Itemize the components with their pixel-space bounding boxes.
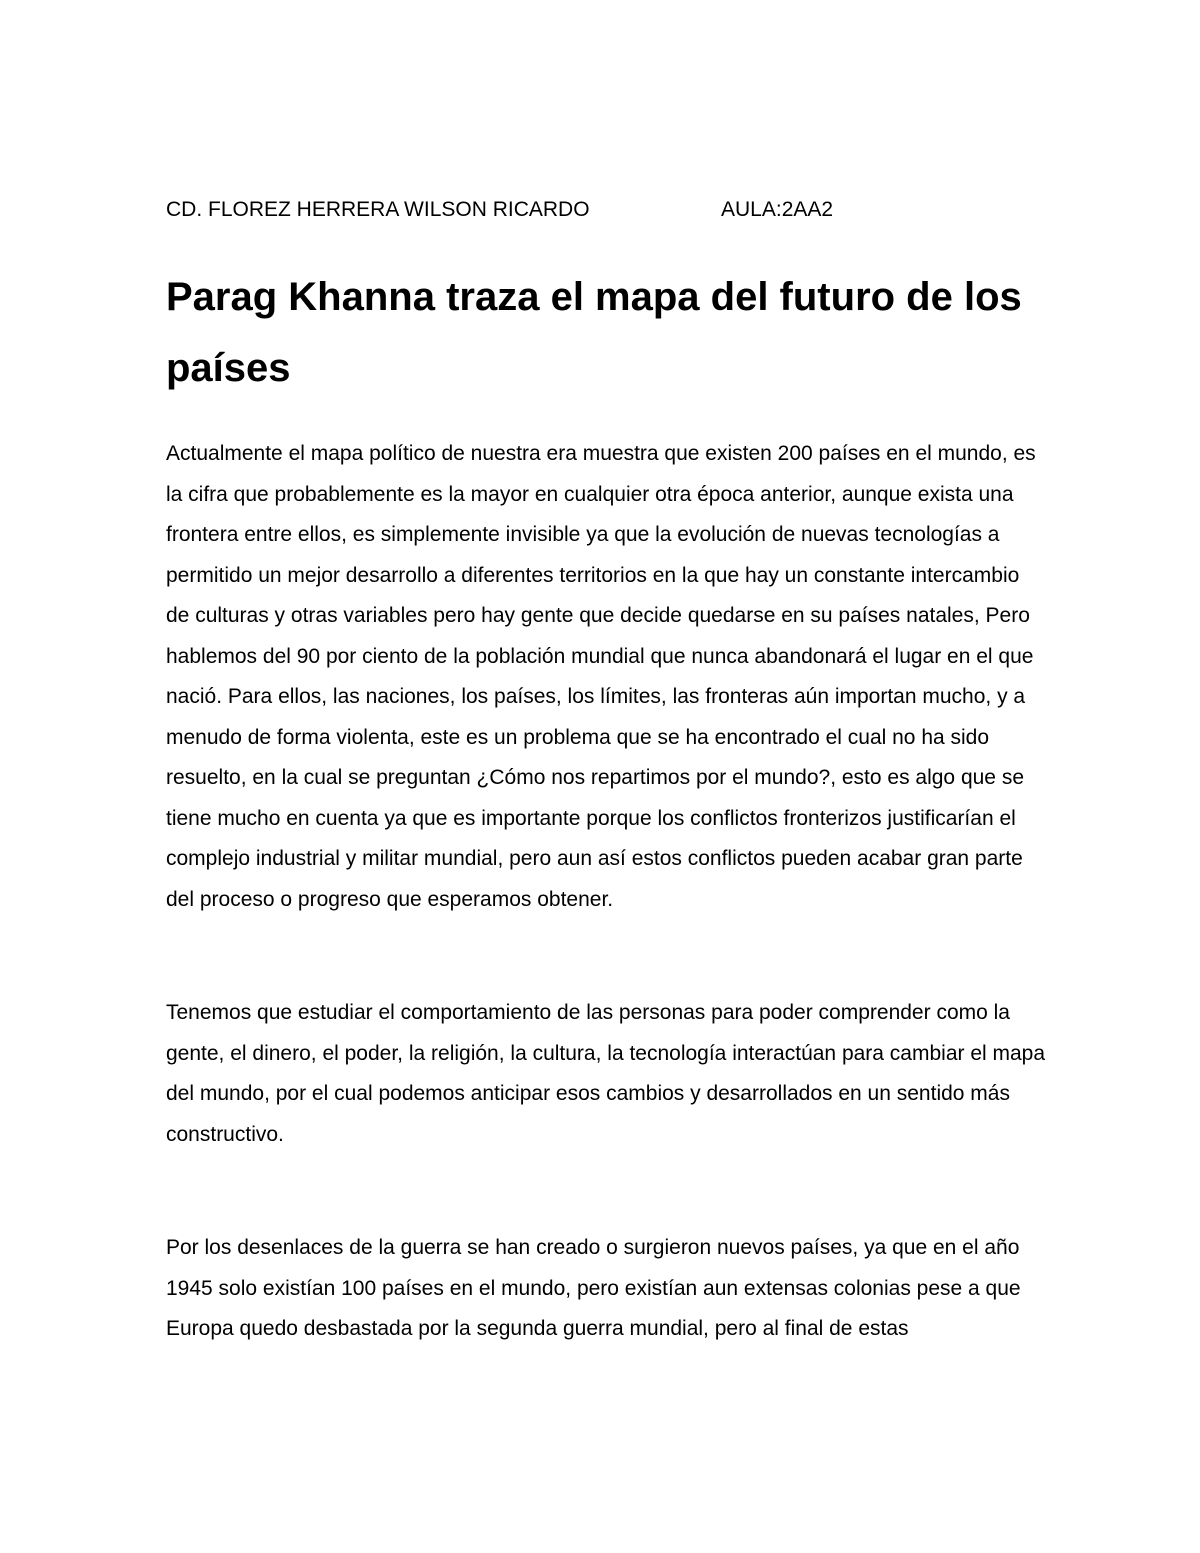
paragraph-1: Actualmente el mapa político de nuestra era muestra que existen 200 países en el mundo, es la cifra que probablemente es la mayor en cualquier otra época anterior, aunque exista una frontera entre ellos, es simplemente invisible ya que la evolución de nuevas tecnologías a permitido un mejor desarrollo a diferentes territorios en la que hay un constante intercambio de culturas y otras variables pero hay gente que decide quedarse en su países natales, Pero hablemos del 90 por ciento de la población mundial que nunca abandonará el lugar en el que nació. Para ellos, las naciones, los países, los límites, las fronteras aún importan mucho, y a menudo de forma violenta, este es un problema que se ha encontrado el cual no ha sido resuelto, en la cual se preguntan ¿Cómo nos repartimos por el mundo?, esto es algo que se tiene mucho en cuenta ya que es importante porque los conflictos fronterizos justificarían el complejo industrial y militar mundial, pero aun así estos conflictos pueden acabar gran parte del proceso o progreso que esperamos obtener. xyxy=(166,442,1036,911)
document-header xyxy=(166,195,1066,225)
paragraph-3: Por los desenlaces de la guerra se han creado o surgieron nuevos países, ya que en el año 1945 solo existían 100 países en el mundo, pero existían aun extensas colonias pese a que Europa quedo desbastada por la segunda guerra mundial, pero al final de estas xyxy=(166,1236,1021,1340)
document-title: Parag Khanna traza el mapa del futuro de los países xyxy=(166,275,1022,390)
document-body xyxy=(166,195,1066,1350)
paragraph-2: Tenemos que estudiar el comportamiento de las personas para poder comprender como la gente, el dinero, el poder, la religión, la cultura, la tecnología interactúan para cambiar el mapa del mundo, por el cual podemos anticipar esos cambios y desarrollados en un sentido más constructivo. xyxy=(166,1001,1046,1146)
classroom-label: AULA:2AA2 xyxy=(721,198,834,221)
student-name: CD. FLOREZ HERRERA WILSON RICARDO xyxy=(166,198,590,221)
